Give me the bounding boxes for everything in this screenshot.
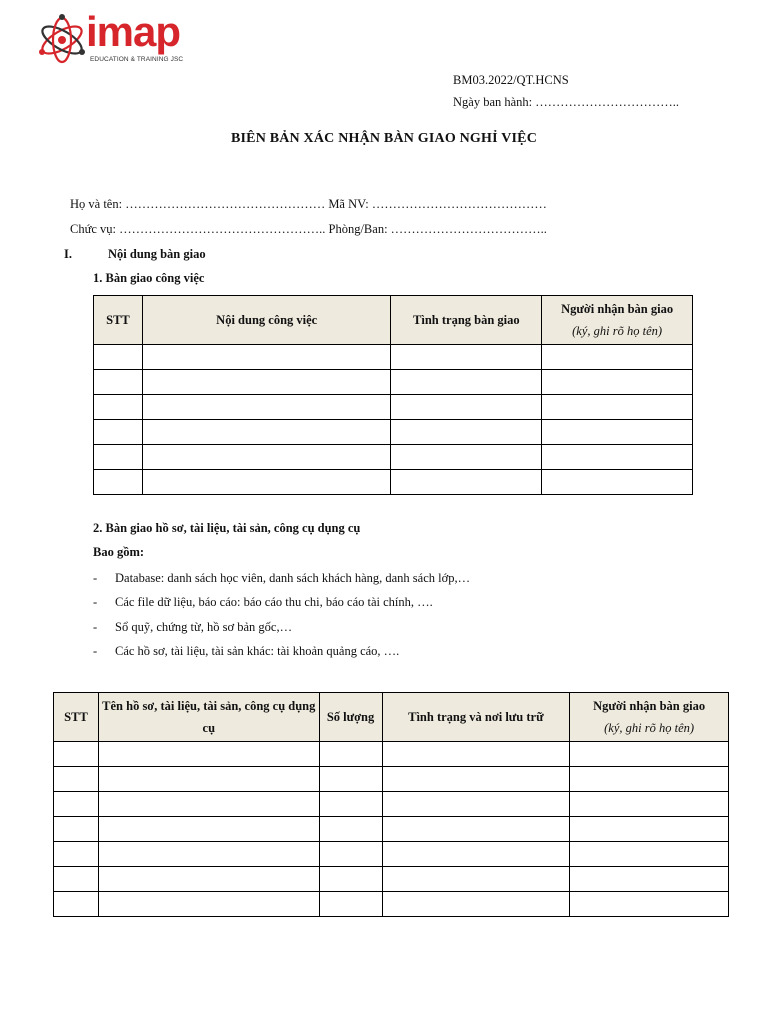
table-cell[interactable] [98, 817, 319, 842]
table-cell[interactable] [382, 767, 570, 792]
header-receiver [542, 296, 693, 345]
table-cell[interactable] [319, 867, 382, 892]
table-cell[interactable] [94, 370, 143, 395]
includes-label: Bao gồm: [93, 545, 145, 559]
list-item [93, 620, 292, 635]
table-cell[interactable] [319, 767, 382, 792]
table-cell[interactable] [319, 817, 382, 842]
table-row [54, 742, 729, 767]
header-asset-name: Tên hồ sơ, tài liệu, tài sản, công cụ dụng cụ [98, 693, 319, 742]
table-cell[interactable] [570, 892, 729, 917]
table-cell[interactable] [54, 892, 99, 917]
logo-subtitle: EDUCATION & TRAINING JSC [90, 56, 184, 63]
table-cell[interactable] [94, 470, 143, 495]
table-cell[interactable] [54, 792, 99, 817]
header-stt: STT [54, 693, 99, 742]
asset-handover-table [53, 692, 729, 917]
table-row [54, 867, 729, 892]
list-item-text: Các file dữ liệu, báo cáo: báo cáo thu chi, báo cáo tài chính, …. [115, 595, 433, 609]
list-item-text: Database: danh sách học viên, danh sách khách hàng, danh sách lớp,… [115, 571, 471, 585]
table-cell[interactable] [54, 867, 99, 892]
table-cell[interactable] [54, 767, 99, 792]
list-item-text: Các hồ sơ, tài liệu, tài sản khác: tài khoản quảng cáo, …. [115, 644, 400, 658]
table-cell[interactable] [142, 345, 391, 370]
table-cell[interactable] [98, 892, 319, 917]
table-cell[interactable] [570, 817, 729, 842]
form-code: BM03.2022/QT.HCNS [453, 73, 569, 87]
table-row [94, 470, 693, 495]
header-status-and-storage: Tình trạng và nơi lưu trữ [382, 693, 570, 742]
company-logo [38, 8, 210, 68]
receiver-sign-note: (ký, ghi rõ họ tên) [572, 324, 663, 338]
table-cell[interactable] [391, 345, 542, 370]
list-item [93, 644, 399, 659]
table-cell[interactable] [54, 742, 99, 767]
dash-bullet: - [93, 571, 98, 585]
document-title: BIÊN BẢN XÁC NHẬN BÀN GIAO NGHỈ VIỆC [230, 131, 538, 146]
table-cell[interactable] [391, 470, 542, 495]
list-item [93, 595, 433, 610]
table-cell[interactable] [391, 395, 542, 420]
table-cell[interactable] [142, 370, 391, 395]
table-cell[interactable] [94, 420, 143, 445]
table-row [54, 842, 729, 867]
table-cell[interactable] [94, 345, 143, 370]
table-row [54, 892, 729, 917]
table-cell[interactable] [98, 842, 319, 867]
table-cell[interactable] [542, 470, 693, 495]
table-cell[interactable] [542, 345, 693, 370]
part1-title: 1. Bàn giao công việc [93, 271, 205, 285]
receiver-sign-note: (ký, ghi rõ họ tên) [604, 721, 695, 735]
table-cell[interactable] [391, 420, 542, 445]
issue-date-field: Ngày ban hành: …………………………….. [453, 95, 680, 109]
table-cell[interactable] [570, 742, 729, 767]
table-row [54, 792, 729, 817]
logo-wordmark: imap [86, 8, 181, 55]
atom-icon [38, 12, 90, 68]
table-cell[interactable] [98, 742, 319, 767]
table-cell[interactable] [570, 767, 729, 792]
table-cell[interactable] [319, 892, 382, 917]
table-cell[interactable] [142, 470, 391, 495]
header-quantity: Số lượng [319, 693, 382, 742]
table-cell[interactable] [542, 445, 693, 470]
section-title: Nội dung bàn giao [108, 247, 206, 261]
table-cell[interactable] [391, 370, 542, 395]
table-cell[interactable] [382, 892, 570, 917]
list-item-text: Sổ quỹ, chứng từ, hồ sơ bản gốc,… [115, 620, 293, 634]
table-cell[interactable] [382, 817, 570, 842]
table-cell[interactable] [319, 742, 382, 767]
table-cell[interactable] [98, 792, 319, 817]
section-number: I. [64, 247, 72, 261]
table-cell[interactable] [542, 420, 693, 445]
table-cell[interactable] [54, 817, 99, 842]
table-cell[interactable] [570, 842, 729, 867]
table-cell[interactable] [382, 792, 570, 817]
name-and-employee-id-field: Họ và tên: ………………………………………… Mã NV: …………………………………… [70, 197, 547, 211]
table-row [94, 370, 693, 395]
table-cell[interactable] [382, 867, 570, 892]
receiver-label: Người nhận bàn giao [593, 699, 706, 713]
table-row [94, 345, 693, 370]
position-and-department-field: Chức vụ: ………………………………………….. Phòng/Ban: ……………………………….. [70, 222, 547, 236]
table-cell[interactable] [382, 842, 570, 867]
table-cell[interactable] [570, 867, 729, 892]
table-cell[interactable] [542, 370, 693, 395]
table-row [94, 420, 693, 445]
table-cell[interactable] [54, 842, 99, 867]
table-cell[interactable] [142, 445, 391, 470]
table-cell[interactable] [142, 420, 391, 445]
table-cell[interactable] [570, 792, 729, 817]
table-cell[interactable] [382, 742, 570, 767]
table-cell[interactable] [319, 792, 382, 817]
table-cell[interactable] [94, 395, 143, 420]
header-receiver [570, 693, 729, 742]
list-item [93, 571, 470, 586]
table-header-row [54, 693, 729, 742]
header-stt: STT [94, 296, 143, 345]
table-cell[interactable] [319, 842, 382, 867]
header-handover-status: Tình trạng bàn giao [391, 296, 542, 345]
dash-bullet: - [93, 644, 98, 658]
table-cell[interactable] [94, 445, 143, 470]
dash-bullet: - [93, 595, 98, 609]
table-row [54, 767, 729, 792]
table-row [54, 817, 729, 842]
table-cell[interactable] [542, 395, 693, 420]
table-cell[interactable] [142, 395, 391, 420]
receiver-label: Người nhận bàn giao [561, 302, 674, 316]
table-header-row [94, 296, 693, 345]
header-work-content: Nội dung công việc [142, 296, 391, 345]
table-cell[interactable] [98, 767, 319, 792]
table-cell[interactable] [98, 867, 319, 892]
dash-bullet: - [93, 620, 98, 634]
part2-title: 2. Bàn giao hồ sơ, tài liệu, tài sản, công cụ dụng cụ [93, 521, 361, 535]
table-row [94, 395, 693, 420]
work-handover-table [93, 295, 693, 495]
table-row [94, 445, 693, 470]
table-cell[interactable] [391, 445, 542, 470]
